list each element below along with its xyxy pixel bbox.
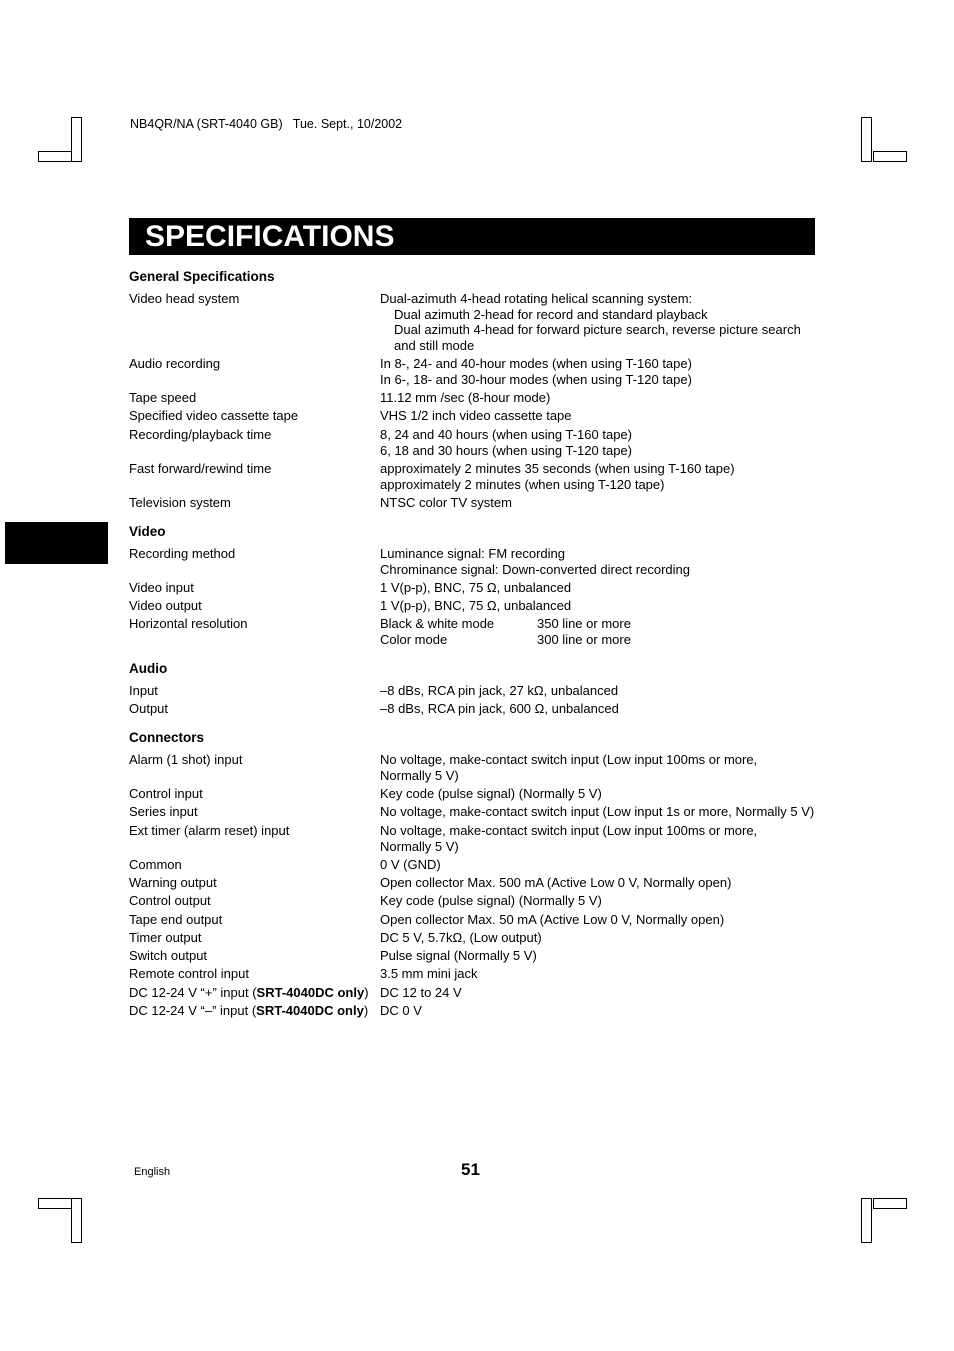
spec-label: Recording/playback time: [129, 427, 272, 442]
spec-value: approximately 2 minutes 35 seconds (when using T-160 tape) approximately 2 minutes (when using T-120 tape): [380, 461, 735, 492]
spec-label: Warning output: [129, 875, 217, 890]
spec-value: 8, 24 and 40 hours (when using T-160 tape) 6, 18 and 30 hours (when using T-120 tape): [380, 427, 632, 458]
section-heading-audio: Audio: [129, 661, 168, 676]
spec-label: Horizontal resolution: [129, 616, 248, 631]
section-tab: [5, 522, 108, 564]
spec-value: –8 dBs, RCA pin jack, 27 kΩ, unbalanced: [380, 683, 619, 698]
spec-value: NTSC color TV system: [380, 495, 512, 510]
crop-mark: [861, 117, 872, 162]
spec-label: Series input: [129, 804, 198, 819]
spec-label: Television system: [129, 495, 231, 510]
crop-mark: [861, 1198, 872, 1243]
spec-value: Dual-azimuth 4-head rotating helical scanning system: Dual azimuth 2-head for record and standard playback Dual azimuth 4-head for forward picture search, reverse picture search and still mode: [380, 291, 801, 353]
spec-value: In 8-, 24- and 40-hour modes (when using T-160 tape) In 6-, 18- and 30-hour modes (when using T-120 tape): [380, 356, 692, 387]
spec-label: Tape speed: [129, 390, 197, 405]
spec-label: Video input: [129, 580, 194, 595]
spec-value: 1 V(p-p), BNC, 75 Ω, unbalanced: [380, 598, 572, 613]
spec-label: Video head system: [129, 291, 240, 306]
spec-label: Timer output: [129, 930, 202, 945]
spec-label: DC 12-24 V “–” input (SRT-4040DC only): [129, 1003, 369, 1018]
crop-mark: [71, 117, 82, 162]
print-header: NB4QR/NA (SRT-4040 GB) Tue. Sept., 10/2002: [130, 117, 403, 131]
spec-value: 1 V(p-p), BNC, 75 Ω, unbalanced: [380, 580, 572, 595]
spec-label: DC 12-24 V “+” input (SRT-4040DC only): [129, 985, 369, 1000]
crop-mark: [873, 151, 907, 162]
spec-value: Key code (pulse signal) (Normally 5 V): [380, 786, 602, 801]
spec-label: Control input: [129, 786, 203, 801]
spec-value: 300 line or more: [537, 632, 631, 647]
crop-mark: [873, 1198, 907, 1209]
spec-label: Tape end output: [129, 912, 223, 927]
crop-mark: [71, 1198, 82, 1243]
spec-label: Input: [129, 683, 158, 698]
spec-value: Luminance signal: FM recording Chrominance signal: Down-converted direct recording: [380, 546, 690, 577]
spec-label: Fast forward/rewind time: [129, 461, 272, 476]
spec-value: 350 line or more: [537, 616, 631, 631]
crop-mark: [38, 1198, 72, 1209]
spec-label: Specified video cassette tape: [129, 408, 299, 423]
spec-value: –8 dBs, RCA pin jack, 600 Ω, unbalanced: [380, 701, 619, 716]
page-title: SPECIFICATIONS: [129, 218, 815, 255]
footer-language: English: [134, 1166, 171, 1178]
page-number: 51: [461, 1160, 480, 1179]
section-heading-video: Video: [129, 524, 166, 539]
spec-value: Open collector Max. 500 mA (Active Low 0 V, Normally open): [380, 875, 732, 890]
section-heading-connectors: Connectors: [129, 730, 205, 745]
spec-value: Key code (pulse signal) (Normally 5 V): [380, 893, 602, 908]
spec-value: DC 5 V, 5.7kΩ, (Low output): [380, 930, 542, 945]
spec-label: Recording method: [129, 546, 236, 561]
spec-value: Color mode: [380, 632, 448, 647]
spec-value: Pulse signal (Normally 5 V): [380, 948, 537, 963]
spec-value: 3.5 mm mini jack: [380, 966, 478, 981]
section-heading-general: General Specifications: [129, 269, 275, 284]
spec-value: DC 0 V: [380, 1003, 422, 1018]
spec-value: VHS 1/2 inch video cassette tape: [380, 408, 572, 423]
spec-value: Open collector Max. 50 mA (Active Low 0 V, Normally open): [380, 912, 725, 927]
crop-mark: [38, 151, 72, 162]
spec-label: Remote control input: [129, 966, 249, 981]
spec-label: Audio recording: [129, 356, 221, 371]
spec-value: Black & white mode: [380, 616, 495, 631]
spec-label: Common: [129, 857, 182, 872]
spec-value: 0 V (GND): [380, 857, 441, 872]
spec-value: DC 12 to 24 V: [380, 985, 462, 1000]
spec-label: Switch output: [129, 948, 208, 963]
spec-label: Output: [129, 701, 169, 716]
spec-label: Alarm (1 shot) input: [129, 752, 243, 767]
spec-label: Video output: [129, 598, 202, 613]
spec-value: No voltage, make-contact switch input (Low input 1s or more, Normally 5 V): [380, 804, 815, 819]
spec-value: 11.12 mm /sec (8-hour mode): [380, 390, 551, 405]
spec-label: Ext timer (alarm reset) input: [129, 823, 290, 838]
spec-label: Control output: [129, 893, 211, 908]
spec-value: No voltage, make-contact switch input (Low input 100ms or more, Normally 5 V): [380, 752, 758, 783]
spec-value: No voltage, make-contact switch input (Low input 100ms or more, Normally 5 V): [380, 823, 758, 854]
